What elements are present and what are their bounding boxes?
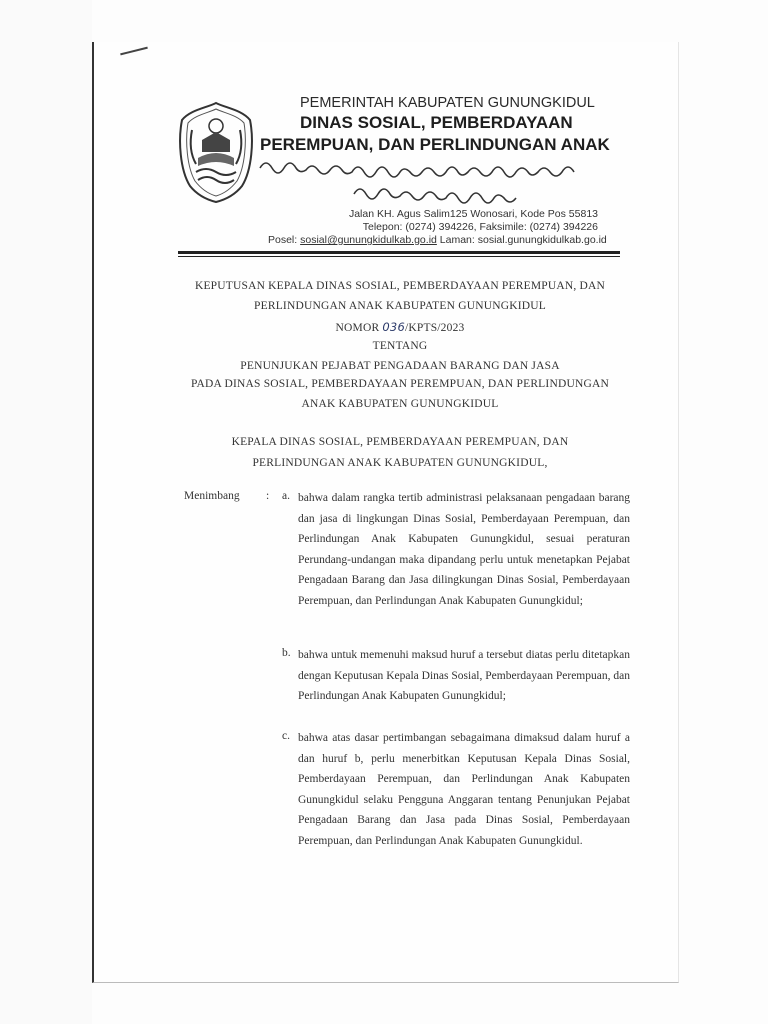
decree-number-prefix: NOMOR — [335, 322, 383, 334]
considering-label: Menimbang — [184, 490, 240, 502]
government-name: PEMERINTAH KABUPATEN GUNUNGKIDUL — [300, 95, 595, 111]
office-name-line-2: PEREMPUAN, DAN PERLINDUNGAN ANAK — [260, 135, 610, 154]
letterhead-rule-thin — [178, 256, 620, 257]
javanese-script-icon — [258, 154, 618, 204]
decree-title-line-2: PERLINDUNGAN ANAK KABUPATEN GUNUNGKIDUL — [254, 300, 546, 312]
considering-item-letter: c. — [282, 730, 290, 742]
decree-subject-line-3: ANAK KABUPATEN GUNUNGKIDUL — [301, 398, 499, 410]
considering-item-letter: b. — [282, 647, 291, 659]
considering-colon: : — [266, 490, 270, 502]
office-address: Jalan KH. Agus Salim125 Wonosari, Kode Pos 55813 — [348, 208, 598, 220]
office-contact — [268, 234, 607, 246]
letterhead-rule-thick — [178, 251, 620, 254]
office-name-line-1: DINAS SOSIAL, PEMBERDAYAAN — [300, 113, 573, 132]
decree-title-line-1: KEPUTUSAN KEPALA DINAS SOSIAL, PEMBERDAYAAN PEREMPUAN, DAN — [194, 280, 606, 292]
regency-emblem-icon — [176, 100, 256, 204]
website-text: Laman: sosial.gunungkidulkab.go.id — [439, 234, 607, 246]
considering-item-text: bahwa untuk memenuhi maksud huruf a tersebut diatas perlu ditetapkan dengan Keputusan Kepala Dinas Sosial, Pemberdayaan Perempuan, dan Perlindungan Anak Kabupaten Gunungkidul; — [298, 649, 630, 703]
decree-number-handwritten: 036 — [382, 320, 405, 334]
decree-number — [130, 320, 670, 334]
considering-item-letter: a. — [282, 490, 290, 502]
issuer-line-2: PERLINDUNGAN ANAK KABUPATEN GUNUNGKIDUL, — [252, 457, 548, 469]
email-link[interactable]: sosial@gunungkidulkab.go.id — [300, 234, 437, 246]
decree-subject-line-2: PADA DINAS SOSIAL, PEMBERDAYAAN PEREMPUAN, DAN PERLINDUNGAN — [191, 378, 609, 390]
email-label: Posel: — [268, 234, 298, 246]
office-phone: Telepon: (0274) 394226, Faksimile: (0274) 394226 — [362, 221, 598, 233]
decree-about: TENTANG — [372, 340, 428, 352]
scan-background — [0, 0, 92, 1024]
decree-subject-line-1: PENUNJUKAN PEJABAT PENGADAAN BARANG DAN JASA — [240, 360, 560, 372]
considering-item-text: bahwa dalam rangka tertib administrasi pelaksanaan pengadaan barang dan jasa di lingkungan Dinas Sosial, Pemberdayaan Perempuan, dan Perlindungan Anak Kabupaten Gunungkidul, sesuai peraturan Perundang-undangan maka dipandang perlu untuk menetapkan Pejabat Pengadaan Barang dan Jasa dilingkungan Dinas Sosial, Pemberdayaan Perempuan, dan Perlindungan Anak Kabupaten Gunungkidul; — [298, 492, 630, 607]
considering-item-text: bahwa atas dasar pertimbangan sebagaimana dimaksud dalam huruf a dan huruf b, perlu menerbitkan Keputusan Kepala Dinas Sosial, Pemberdayaan Perempuan, dan Perlindungan Anak Kabupaten Gunungkidul selaku Pengguna Anggaran tentang Penunjukan Pejabat Pengadaan Barang dan Jasa pada Dinas Sosial, Pemberdayaan Perempuan, dan Perlindungan Anak Kabupaten Gunungkidul. — [298, 732, 630, 847]
decree-number-suffix: /KPTS/2023 — [404, 322, 465, 334]
issuer-line-1: KEPALA DINAS SOSIAL, PEMBERDAYAAN PEREMPUAN, DAN — [231, 436, 569, 448]
